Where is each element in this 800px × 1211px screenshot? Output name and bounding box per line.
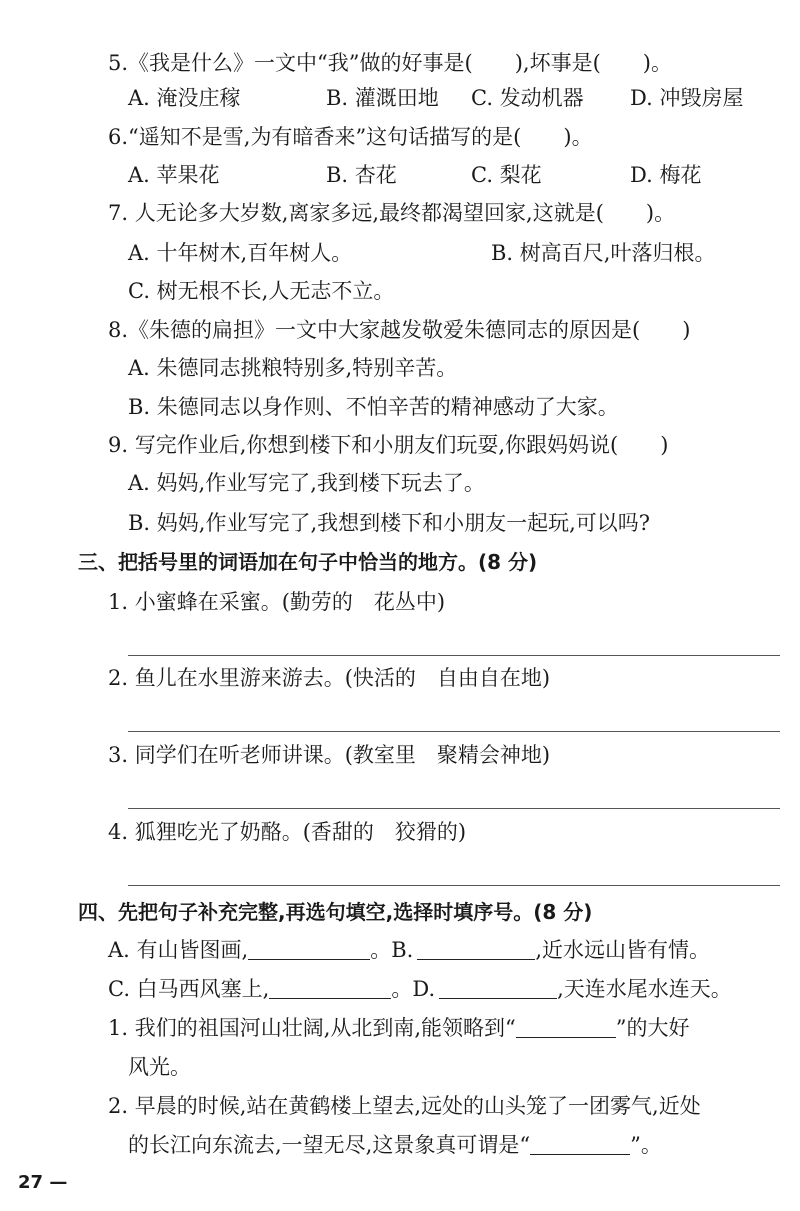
page-number: 27 — (18, 1172, 68, 1193)
option-b[interactable]: B. 树高百尺,叶落归根。 (491, 241, 716, 265)
question-1-text: 1. 我们的祖国河山壮阔,从北到南,能领略到“ (108, 1016, 516, 1040)
blank-d[interactable] (439, 976, 557, 999)
question-2-text-end: ”。 (630, 1133, 662, 1157)
section-3-item-4: 4. 狐狸吃光了奶酪。(香甜的 狡猾的) (108, 820, 467, 844)
option-c[interactable]: C. 梨花 (471, 163, 542, 187)
section-4-row-ab (108, 935, 710, 965)
blank-q2[interactable] (530, 1132, 630, 1155)
option-a[interactable]: A. 十年树木,百年树人。 (128, 241, 353, 265)
question-1-text-end: ”的大好 (615, 1016, 690, 1040)
phrase-d-prefix: 。D. (391, 977, 436, 1001)
section-4-question-1 (108, 1013, 690, 1043)
phrase-b-prefix: 。B. (370, 938, 414, 962)
phrase-c-prefix: C. 白马西风塞上, (108, 977, 270, 1001)
option-b[interactable]: B. 杏花 (326, 163, 397, 187)
blank-q1[interactable] (516, 1015, 616, 1038)
section-3-heading: 三、把括号里的词语加在句子中恰当的地方。(8 分) (78, 550, 538, 574)
phrase-b-suffix: ,近水远山皆有情。 (535, 938, 710, 962)
option-a[interactable]: A. 淹没庄稼 (128, 86, 241, 110)
section-4-heading: 四、先把句子补充完整,再选句填空,选择时填序号。(8 分) (78, 900, 593, 924)
answer-line-4[interactable] (128, 885, 780, 886)
answer-line-3[interactable] (128, 808, 780, 809)
question-9: 9. 写完作业后,你想到楼下和小朋友们玩耍,你跟妈妈说( ) (108, 433, 669, 457)
option-d[interactable]: D. 冲毁房屋 (630, 86, 744, 110)
option-b[interactable]: B. 朱德同志以身作则、不怕辛苦的精神感动了大家。 (128, 395, 619, 419)
section-4-question-2: 2. 早晨的时候,站在黄鹤楼上望去,远处的山头笼了一团雾气,近处 (108, 1094, 701, 1118)
blank-b[interactable] (417, 937, 535, 960)
answer-line-2[interactable] (128, 731, 780, 732)
question-5: 5.《我是什么》一文中“我”做的好事是( ),坏事是( )。 (108, 51, 672, 75)
question-2-text: 的长江向东流去,一望无尽,这景象真可谓是“ (128, 1133, 531, 1157)
blank-c[interactable] (269, 976, 391, 999)
section-3-item-2: 2. 鱼儿在水里游来游去。(快活的 自由自在地) (108, 666, 551, 690)
section-3-item-3: 3. 同学们在听老师讲课。(教室里 聚精会神地) (108, 743, 551, 767)
section-4-question-2-line2 (128, 1130, 662, 1160)
question-7: 7. 人无论多大岁数,离家多远,最终都渴望回家,这就是( )。 (108, 201, 676, 225)
section-4-question-1-line2: 风光。 (128, 1055, 191, 1079)
option-c[interactable]: C. 发动机器 (471, 86, 584, 110)
option-b[interactable]: B. 灌溉田地 (326, 86, 439, 110)
option-a[interactable]: A. 朱德同志挑粮特别多,特别辛苦。 (128, 356, 458, 380)
option-a[interactable]: A. 苹果花 (128, 163, 220, 187)
blank-a[interactable] (248, 937, 370, 960)
question-8: 8.《朱德的扁担》一文中大家越发敬爱朱德同志的原因是( ) (108, 318, 691, 342)
option-a[interactable]: A. 妈妈,作业写完了,我到楼下玩去了。 (128, 471, 485, 495)
phrase-a-prefix: A. 有山皆图画, (108, 938, 249, 962)
option-d[interactable]: D. 梅花 (630, 163, 702, 187)
phrase-d-suffix: ,天连水尾水连天。 (557, 977, 732, 1001)
section-3-item-1: 1. 小蜜蜂在采蜜。(勤劳的 花丛中) (108, 590, 446, 614)
answer-line-1[interactable] (128, 655, 780, 656)
option-c[interactable]: C. 树无根不长,人无志不立。 (128, 279, 395, 303)
option-b[interactable]: B. 妈妈,作业写完了,我想到楼下和小朋友一起玩,可以吗? (128, 511, 651, 535)
section-4-row-cd (108, 974, 732, 1004)
question-6: 6.“遥知不是雪,为有暗香来”这句话描写的是( )。 (108, 125, 593, 149)
